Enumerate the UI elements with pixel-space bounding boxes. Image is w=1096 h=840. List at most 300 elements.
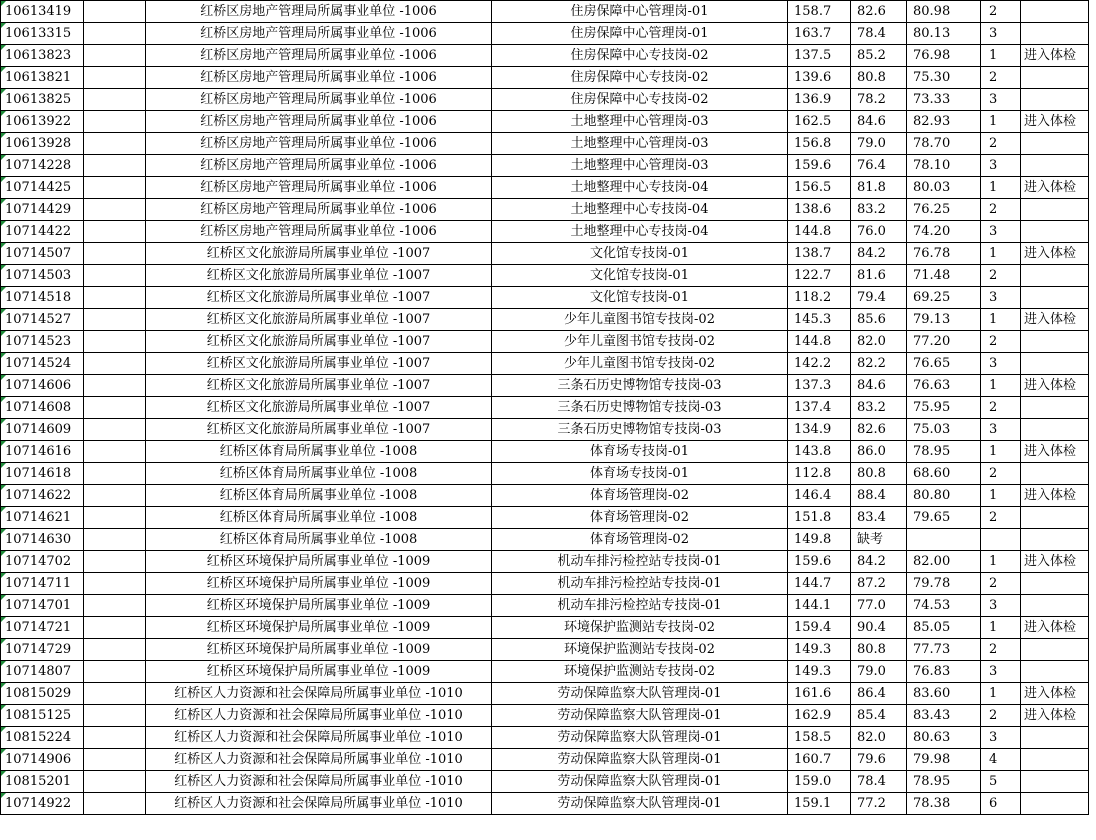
total-score-cell: 73.33	[907, 89, 981, 111]
table-row	[1, 265, 1089, 287]
blank-cell	[84, 397, 146, 419]
employer-unit-cell: 红桥区体育局所属事业单位 -1008	[146, 441, 492, 463]
interview-score-cell: 79.0	[851, 133, 907, 155]
rank-cell: 2	[981, 507, 1021, 529]
total-score-cell: 68.60	[907, 463, 981, 485]
table-row	[1, 1, 1089, 23]
remark-cell	[1021, 529, 1089, 551]
candidate-id-cell: 10613922	[1, 111, 84, 133]
employer-unit-cell: 红桥区文化旅游局所属事业单位 -1007	[146, 419, 492, 441]
position-cell: 土地整理中心管理岗-03	[492, 133, 788, 155]
interview-score-cell: 76.0	[851, 221, 907, 243]
interview-score-cell: 85.2	[851, 45, 907, 67]
table-row	[1, 705, 1089, 727]
written-score-cell: 134.9	[788, 419, 851, 441]
table-row	[1, 243, 1089, 265]
position-cell: 机动车排污检控站专技岗-01	[492, 551, 788, 573]
total-score-cell: 78.70	[907, 133, 981, 155]
blank-cell	[84, 353, 146, 375]
rank-cell: 2	[981, 1, 1021, 23]
employer-unit-cell: 红桥区文化旅游局所属事业单位 -1007	[146, 331, 492, 353]
employer-unit-cell: 红桥区房地产管理局所属事业单位 -1006	[146, 199, 492, 221]
written-score-cell: 144.1	[788, 595, 851, 617]
employer-unit-cell: 红桥区环境保护局所属事业单位 -1009	[146, 617, 492, 639]
candidate-id-cell: 10714711	[1, 573, 84, 595]
position-cell: 劳动保障监察大队管理岗-01	[492, 793, 788, 815]
remark-cell: 进入体检	[1021, 705, 1089, 727]
written-score-cell: 142.2	[788, 353, 851, 375]
remark-cell	[1021, 199, 1089, 221]
interview-score-cell: 81.8	[851, 177, 907, 199]
interview-score-cell: 81.6	[851, 265, 907, 287]
employer-unit-cell: 红桥区环境保护局所属事业单位 -1009	[146, 595, 492, 617]
position-cell: 环境保护监测站专技岗-02	[492, 639, 788, 661]
candidate-id-cell: 10714621	[1, 507, 84, 529]
table-row	[1, 23, 1089, 45]
employer-unit-cell: 红桥区房地产管理局所属事业单位 -1006	[146, 177, 492, 199]
interview-score-cell: 77.0	[851, 595, 907, 617]
candidate-id-cell: 10714503	[1, 265, 84, 287]
rank-cell: 2	[981, 133, 1021, 155]
written-score-cell: 143.8	[788, 441, 851, 463]
written-score-cell: 112.8	[788, 463, 851, 485]
rank-cell: 2	[981, 463, 1021, 485]
employer-unit-cell: 红桥区人力资源和社会保障局所属事业单位 -1010	[146, 705, 492, 727]
blank-cell	[84, 111, 146, 133]
written-score-cell: 163.7	[788, 23, 851, 45]
remark-cell	[1021, 573, 1089, 595]
written-score-cell: 137.5	[788, 45, 851, 67]
table-row	[1, 529, 1089, 551]
table-row	[1, 727, 1089, 749]
remark-cell	[1021, 419, 1089, 441]
blank-cell	[84, 265, 146, 287]
rank-cell: 2	[981, 705, 1021, 727]
blank-cell	[84, 67, 146, 89]
employer-unit-cell: 红桥区体育局所属事业单位 -1008	[146, 485, 492, 507]
candidate-id-cell: 10613315	[1, 23, 84, 45]
candidate-id-cell: 10613928	[1, 133, 84, 155]
total-score-cell: 77.73	[907, 639, 981, 661]
employer-unit-cell: 红桥区文化旅游局所属事业单位 -1007	[146, 265, 492, 287]
table-row	[1, 639, 1089, 661]
total-score-cell: 80.80	[907, 485, 981, 507]
blank-cell	[84, 463, 146, 485]
table-row	[1, 441, 1089, 463]
written-score-cell: 159.0	[788, 771, 851, 793]
candidate-id-cell: 10714422	[1, 221, 84, 243]
position-cell: 少年儿童图书馆专技岗-02	[492, 353, 788, 375]
total-score-cell: 74.53	[907, 595, 981, 617]
position-cell: 体育场专技岗-01	[492, 441, 788, 463]
candidate-id-cell: 10714524	[1, 353, 84, 375]
table-row	[1, 507, 1089, 529]
total-score-cell: 83.60	[907, 683, 981, 705]
position-cell: 土地整理中心管理岗-03	[492, 155, 788, 177]
employer-unit-cell: 红桥区文化旅游局所属事业单位 -1007	[146, 309, 492, 331]
interview-score-cell: 82.6	[851, 1, 907, 23]
written-score-cell: 158.5	[788, 727, 851, 749]
blank-cell	[84, 45, 146, 67]
rank-cell: 1	[981, 485, 1021, 507]
total-score-cell: 75.30	[907, 67, 981, 89]
candidate-id-cell: 10714518	[1, 287, 84, 309]
position-cell: 文化馆专技岗-01	[492, 287, 788, 309]
table-row	[1, 221, 1089, 243]
rank-cell: 3	[981, 419, 1021, 441]
interview-score-cell: 86.0	[851, 441, 907, 463]
position-cell: 体育场管理岗-02	[492, 529, 788, 551]
employer-unit-cell: 红桥区环境保护局所属事业单位 -1009	[146, 639, 492, 661]
position-cell: 三条石历史博物馆专技岗-03	[492, 375, 788, 397]
written-score-cell: 137.4	[788, 397, 851, 419]
blank-cell	[84, 485, 146, 507]
interview-score-cell: 78.4	[851, 771, 907, 793]
employer-unit-cell: 红桥区房地产管理局所属事业单位 -1006	[146, 45, 492, 67]
interview-score-cell: 76.4	[851, 155, 907, 177]
remark-cell: 进入体检	[1021, 551, 1089, 573]
employer-unit-cell: 红桥区环境保护局所属事业单位 -1009	[146, 661, 492, 683]
candidate-id-cell: 10815201	[1, 771, 84, 793]
total-score-cell: 80.63	[907, 727, 981, 749]
total-score-cell: 80.13	[907, 23, 981, 45]
total-score-cell: 75.95	[907, 397, 981, 419]
total-score-cell: 76.98	[907, 45, 981, 67]
position-cell: 住房保障中心专技岗-02	[492, 45, 788, 67]
employer-unit-cell: 红桥区房地产管理局所属事业单位 -1006	[146, 111, 492, 133]
interview-score-cell: 78.4	[851, 23, 907, 45]
blank-cell	[84, 749, 146, 771]
remark-cell	[1021, 463, 1089, 485]
position-cell: 体育场管理岗-02	[492, 485, 788, 507]
table-row	[1, 683, 1089, 705]
total-score-cell: 78.95	[907, 771, 981, 793]
interview-score-cell: 85.4	[851, 705, 907, 727]
written-score-cell: 158.7	[788, 1, 851, 23]
remark-cell	[1021, 727, 1089, 749]
remark-cell	[1021, 507, 1089, 529]
blank-cell	[84, 617, 146, 639]
remark-cell: 进入体检	[1021, 617, 1089, 639]
employer-unit-cell: 红桥区文化旅游局所属事业单位 -1007	[146, 375, 492, 397]
remark-cell	[1021, 793, 1089, 815]
employer-unit-cell: 红桥区环境保护局所属事业单位 -1009	[146, 551, 492, 573]
table-row	[1, 89, 1089, 111]
table-row	[1, 485, 1089, 507]
rank-cell: 5	[981, 771, 1021, 793]
rank-cell	[981, 529, 1021, 551]
candidate-id-cell: 10714622	[1, 485, 84, 507]
rank-cell: 3	[981, 89, 1021, 111]
employer-unit-cell: 红桥区房地产管理局所属事业单位 -1006	[146, 133, 492, 155]
remark-cell	[1021, 661, 1089, 683]
remark-cell	[1021, 89, 1089, 111]
table-row	[1, 551, 1089, 573]
total-score-cell: 79.13	[907, 309, 981, 331]
interview-score-cell: 84.6	[851, 375, 907, 397]
total-score-cell: 79.65	[907, 507, 981, 529]
written-score-cell: 159.6	[788, 155, 851, 177]
candidate-id-cell: 10714618	[1, 463, 84, 485]
blank-cell	[84, 661, 146, 683]
written-score-cell: 159.1	[788, 793, 851, 815]
table-row	[1, 353, 1089, 375]
results-rows	[1, 1, 1089, 815]
remark-cell	[1021, 397, 1089, 419]
blank-cell	[84, 771, 146, 793]
written-score-cell: 136.9	[788, 89, 851, 111]
table-row	[1, 661, 1089, 683]
rank-cell: 2	[981, 331, 1021, 353]
interview-score-cell: 84.6	[851, 111, 907, 133]
interview-score-cell: 82.0	[851, 727, 907, 749]
table-row	[1, 177, 1089, 199]
rank-cell: 1	[981, 551, 1021, 573]
total-score-cell: 74.20	[907, 221, 981, 243]
employer-unit-cell: 红桥区人力资源和社会保障局所属事业单位 -1010	[146, 793, 492, 815]
interview-score-cell: 80.8	[851, 639, 907, 661]
remark-cell	[1021, 155, 1089, 177]
remark-cell	[1021, 595, 1089, 617]
written-score-cell: 144.8	[788, 221, 851, 243]
interview-score-cell: 84.2	[851, 551, 907, 573]
table-row	[1, 111, 1089, 133]
total-score-cell: 80.03	[907, 177, 981, 199]
written-score-cell: 159.6	[788, 551, 851, 573]
written-score-cell: 162.9	[788, 705, 851, 727]
table-row	[1, 397, 1089, 419]
blank-cell	[84, 683, 146, 705]
rank-cell: 2	[981, 265, 1021, 287]
position-cell: 文化馆专技岗-01	[492, 265, 788, 287]
employer-unit-cell: 红桥区房地产管理局所属事业单位 -1006	[146, 221, 492, 243]
total-score-cell: 75.03	[907, 419, 981, 441]
written-score-cell: 118.2	[788, 287, 851, 309]
rank-cell: 2	[981, 199, 1021, 221]
interview-score-cell: 85.6	[851, 309, 907, 331]
candidate-id-cell: 10613825	[1, 89, 84, 111]
interview-score-cell: 83.2	[851, 397, 907, 419]
rank-cell: 1	[981, 309, 1021, 331]
table-row	[1, 67, 1089, 89]
remark-cell: 进入体检	[1021, 441, 1089, 463]
candidate-id-cell: 10714630	[1, 529, 84, 551]
written-score-cell: 144.8	[788, 331, 851, 353]
candidate-id-cell: 10613419	[1, 1, 84, 23]
rank-cell: 3	[981, 353, 1021, 375]
written-score-cell: 161.6	[788, 683, 851, 705]
candidate-id-cell: 10714906	[1, 749, 84, 771]
table-row	[1, 771, 1089, 793]
written-score-cell: 149.8	[788, 529, 851, 551]
rank-cell: 3	[981, 661, 1021, 683]
written-score-cell: 146.4	[788, 485, 851, 507]
candidate-id-cell: 10815224	[1, 727, 84, 749]
remark-cell	[1021, 639, 1089, 661]
candidate-id-cell: 10714228	[1, 155, 84, 177]
position-cell: 体育场专技岗-01	[492, 463, 788, 485]
rank-cell: 3	[981, 287, 1021, 309]
written-score-cell: 156.8	[788, 133, 851, 155]
employer-unit-cell: 红桥区人力资源和社会保障局所属事业单位 -1010	[146, 771, 492, 793]
candidate-id-cell: 10613821	[1, 67, 84, 89]
blank-cell	[84, 287, 146, 309]
employer-unit-cell: 红桥区环境保护局所属事业单位 -1009	[146, 573, 492, 595]
interview-score-cell: 79.0	[851, 661, 907, 683]
total-score-cell: 82.00	[907, 551, 981, 573]
blank-cell	[84, 221, 146, 243]
rank-cell: 3	[981, 727, 1021, 749]
blank-cell	[84, 419, 146, 441]
blank-cell	[84, 331, 146, 353]
remark-cell	[1021, 67, 1089, 89]
total-score-cell	[907, 529, 981, 551]
employer-unit-cell: 红桥区房地产管理局所属事业单位 -1006	[146, 67, 492, 89]
total-score-cell: 83.43	[907, 705, 981, 727]
interview-score-cell: 79.4	[851, 287, 907, 309]
remark-cell: 进入体检	[1021, 111, 1089, 133]
table-row	[1, 133, 1089, 155]
total-score-cell: 79.98	[907, 749, 981, 771]
rank-cell: 3	[981, 155, 1021, 177]
employer-unit-cell: 红桥区体育局所属事业单位 -1008	[146, 507, 492, 529]
rank-cell: 2	[981, 67, 1021, 89]
position-cell: 住房保障中心专技岗-02	[492, 67, 788, 89]
rank-cell: 1	[981, 243, 1021, 265]
position-cell: 环境保护监测站专技岗-02	[492, 661, 788, 683]
position-cell: 住房保障中心管理岗-01	[492, 23, 788, 45]
written-score-cell: 151.8	[788, 507, 851, 529]
rank-cell: 1	[981, 441, 1021, 463]
table-row	[1, 155, 1089, 177]
blank-cell	[84, 441, 146, 463]
written-score-cell: 137.3	[788, 375, 851, 397]
total-score-cell: 69.25	[907, 287, 981, 309]
written-score-cell: 144.7	[788, 573, 851, 595]
candidate-id-cell: 10714527	[1, 309, 84, 331]
position-cell: 体育场管理岗-02	[492, 507, 788, 529]
employer-unit-cell: 红桥区文化旅游局所属事业单位 -1007	[146, 243, 492, 265]
remark-cell	[1021, 265, 1089, 287]
remark-cell	[1021, 1, 1089, 23]
written-score-cell: 149.3	[788, 639, 851, 661]
blank-cell	[84, 551, 146, 573]
table-row	[1, 617, 1089, 639]
interview-score-cell: 83.4	[851, 507, 907, 529]
written-score-cell: 138.7	[788, 243, 851, 265]
rank-cell: 1	[981, 683, 1021, 705]
total-score-cell: 76.83	[907, 661, 981, 683]
table-row	[1, 287, 1089, 309]
employer-unit-cell: 红桥区文化旅游局所属事业单位 -1007	[146, 287, 492, 309]
interview-score-cell: 86.4	[851, 683, 907, 705]
position-cell: 住房保障中心管理岗-01	[492, 1, 788, 23]
candidate-id-cell: 10714609	[1, 419, 84, 441]
table-row	[1, 331, 1089, 353]
remark-cell: 进入体检	[1021, 243, 1089, 265]
rank-cell: 1	[981, 375, 1021, 397]
total-score-cell: 85.05	[907, 617, 981, 639]
position-cell: 住房保障中心专技岗-02	[492, 89, 788, 111]
interview-score-cell: 82.0	[851, 331, 907, 353]
blank-cell	[84, 529, 146, 551]
rank-cell: 3	[981, 221, 1021, 243]
interview-score-cell: 82.6	[851, 419, 907, 441]
total-score-cell: 82.93	[907, 111, 981, 133]
candidate-id-cell: 10714616	[1, 441, 84, 463]
position-cell: 劳动保障监察大队管理岗-01	[492, 771, 788, 793]
employer-unit-cell: 红桥区房地产管理局所属事业单位 -1006	[146, 89, 492, 111]
position-cell: 少年儿童图书馆专技岗-02	[492, 309, 788, 331]
employer-unit-cell: 红桥区文化旅游局所属事业单位 -1007	[146, 353, 492, 375]
table-row	[1, 45, 1089, 67]
interview-score-cell: 90.4	[851, 617, 907, 639]
written-score-cell: 156.5	[788, 177, 851, 199]
blank-cell	[84, 639, 146, 661]
rank-cell: 3	[981, 23, 1021, 45]
table-row	[1, 463, 1089, 485]
total-score-cell: 71.48	[907, 265, 981, 287]
position-cell: 劳动保障监察大队管理岗-01	[492, 727, 788, 749]
candidate-id-cell: 10714807	[1, 661, 84, 683]
position-cell: 少年儿童图书馆专技岗-02	[492, 331, 788, 353]
employer-unit-cell: 红桥区人力资源和社会保障局所属事业单位 -1010	[146, 683, 492, 705]
remark-cell: 进入体检	[1021, 683, 1089, 705]
blank-cell	[84, 199, 146, 221]
blank-cell	[84, 727, 146, 749]
remark-cell	[1021, 133, 1089, 155]
blank-cell	[84, 595, 146, 617]
remark-cell	[1021, 771, 1089, 793]
table-row	[1, 375, 1089, 397]
written-score-cell: 149.3	[788, 661, 851, 683]
position-cell: 三条石历史博物馆专技岗-03	[492, 419, 788, 441]
remark-cell: 进入体检	[1021, 485, 1089, 507]
position-cell: 文化馆专技岗-01	[492, 243, 788, 265]
rank-cell: 4	[981, 749, 1021, 771]
rank-cell: 2	[981, 639, 1021, 661]
rank-cell: 1	[981, 177, 1021, 199]
interview-score-cell: 78.2	[851, 89, 907, 111]
blank-cell	[84, 309, 146, 331]
remark-cell: 进入体检	[1021, 309, 1089, 331]
remark-cell	[1021, 287, 1089, 309]
rank-cell: 1	[981, 617, 1021, 639]
candidate-id-cell: 10714606	[1, 375, 84, 397]
candidate-id-cell: 10714701	[1, 595, 84, 617]
interview-score-cell: 84.2	[851, 243, 907, 265]
remark-cell	[1021, 221, 1089, 243]
blank-cell	[84, 375, 146, 397]
interview-score-cell: 80.8	[851, 67, 907, 89]
candidate-id-cell: 10714523	[1, 331, 84, 353]
remark-cell: 进入体检	[1021, 375, 1089, 397]
candidate-id-cell: 10613823	[1, 45, 84, 67]
candidate-id-cell: 10815125	[1, 705, 84, 727]
position-cell: 劳动保障监察大队管理岗-01	[492, 683, 788, 705]
total-score-cell: 78.95	[907, 441, 981, 463]
remark-cell: 进入体检	[1021, 177, 1089, 199]
rank-cell: 1	[981, 111, 1021, 133]
table-row	[1, 199, 1089, 221]
written-score-cell: 145.3	[788, 309, 851, 331]
total-score-cell: 76.63	[907, 375, 981, 397]
total-score-cell: 79.78	[907, 573, 981, 595]
total-score-cell: 76.65	[907, 353, 981, 375]
candidate-id-cell: 10815029	[1, 683, 84, 705]
blank-cell	[84, 793, 146, 815]
position-cell: 机动车排污检控站专技岗-01	[492, 573, 788, 595]
